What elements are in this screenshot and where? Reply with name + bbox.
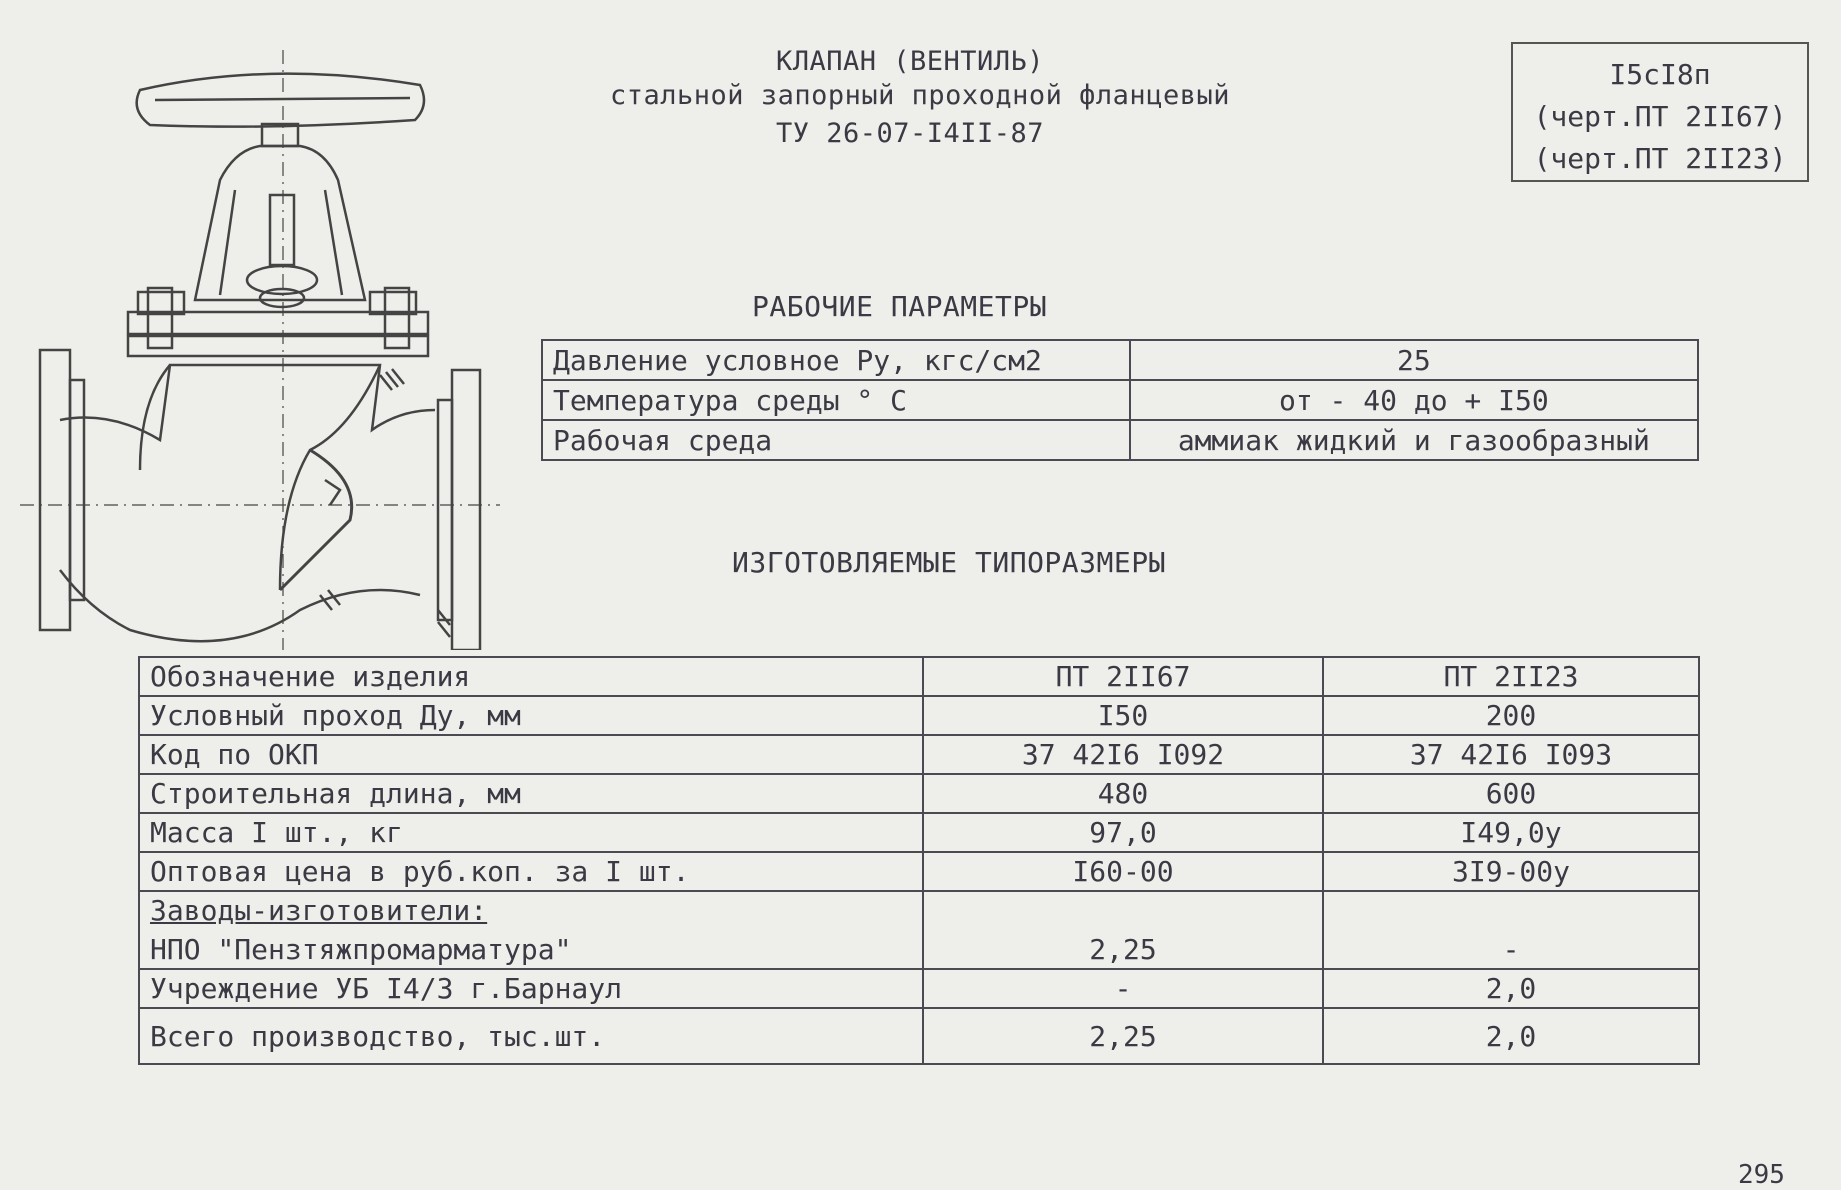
document-subtitle: стальной запорный проходной фланцевый bbox=[610, 80, 1230, 111]
cell-value: 600 bbox=[1323, 774, 1699, 813]
table-row bbox=[542, 340, 1698, 380]
cell-value: I50 bbox=[923, 696, 1323, 735]
sizes-table bbox=[138, 656, 1700, 1065]
row-label: Обозначение изделия bbox=[139, 657, 923, 696]
cell-value bbox=[923, 891, 1323, 930]
params-table bbox=[541, 339, 1699, 461]
cell-value bbox=[1323, 891, 1699, 930]
sizes-section-title: ИЗГОТОВЛЯЕМЫЕ ТИПОРАЗМЕРЫ bbox=[732, 546, 1166, 579]
table-row bbox=[139, 813, 1699, 852]
cell-value: 2,25 bbox=[923, 1008, 1323, 1064]
table-row bbox=[139, 735, 1699, 774]
valve-drawing-icon bbox=[20, 50, 500, 650]
params-section-title: РАБОЧИЕ ПАРАМЕТРЫ bbox=[752, 290, 1048, 323]
cell-value: 2,0 bbox=[1323, 1008, 1699, 1064]
row-label: НПО "Пензтяжпромарматура" bbox=[139, 930, 923, 969]
row-label: Условный проход Ду, мм bbox=[139, 696, 923, 735]
table-row bbox=[542, 420, 1698, 460]
row-label: Всего производство, тыс.шт. bbox=[139, 1008, 923, 1064]
table-row bbox=[542, 380, 1698, 420]
cell-value: 480 bbox=[923, 774, 1323, 813]
row-label: Масса I шт., кг bbox=[139, 813, 923, 852]
table-row bbox=[139, 891, 1699, 930]
cell-value: ПТ 2II23 bbox=[1323, 657, 1699, 696]
cell-value: ПТ 2II67 bbox=[923, 657, 1323, 696]
table-row bbox=[139, 774, 1699, 813]
table-row bbox=[139, 930, 1699, 969]
table-row bbox=[139, 852, 1699, 891]
page-number: 295 bbox=[1738, 1160, 1785, 1190]
cell-value: 3I9-00у bbox=[1323, 852, 1699, 891]
param-label: Температура среды ° С bbox=[542, 380, 1130, 420]
makers-heading bbox=[139, 891, 923, 930]
param-label: Рабочая среда bbox=[542, 420, 1130, 460]
row-label: Учреждение УБ I4/3 г.Барнаул bbox=[139, 969, 923, 1008]
cell-value: 2,0 bbox=[1323, 969, 1699, 1008]
row-label: Оптовая цена в руб.коп. за I шт. bbox=[139, 852, 923, 891]
row-label: Код по ОКП bbox=[139, 735, 923, 774]
cell-value: - bbox=[923, 969, 1323, 1008]
cell-value: 200 bbox=[1323, 696, 1699, 735]
cell-value: 97,0 bbox=[923, 813, 1323, 852]
drawing-ref-1: (черт.ПТ 2II67) bbox=[1533, 100, 1787, 133]
param-value: аммиак жидкий и газообразный bbox=[1130, 420, 1698, 460]
table-row bbox=[139, 1008, 1699, 1064]
param-label: Давление условное Ру, кгс/см2 bbox=[542, 340, 1130, 380]
table-row bbox=[139, 657, 1699, 696]
param-value: 25 bbox=[1130, 340, 1698, 380]
table-row bbox=[139, 969, 1699, 1008]
cell-value: 2,25 bbox=[923, 930, 1323, 969]
drawing-ref-2: (черт.ПТ 2II23) bbox=[1533, 142, 1787, 175]
product-code-box bbox=[1511, 42, 1809, 182]
row-label: Строительная длина, мм bbox=[139, 774, 923, 813]
document-spec-number: ТУ 26-07-I4II-87 bbox=[775, 118, 1045, 149]
cell-value: 37 42I6 I093 bbox=[1323, 735, 1699, 774]
document-title: КЛАПАН (ВЕНТИЛЬ) bbox=[775, 46, 1045, 77]
cell-value: - bbox=[1323, 930, 1699, 969]
product-code: I5cI8п bbox=[1609, 58, 1711, 91]
makers-heading-text: Заводы-изготовители: bbox=[150, 894, 488, 927]
cell-value: 37 42I6 I092 bbox=[923, 735, 1323, 774]
cell-value: I49,0у bbox=[1323, 813, 1699, 852]
table-row bbox=[139, 696, 1699, 735]
cell-value: I60-00 bbox=[923, 852, 1323, 891]
param-value: от - 40 до + I50 bbox=[1130, 380, 1698, 420]
